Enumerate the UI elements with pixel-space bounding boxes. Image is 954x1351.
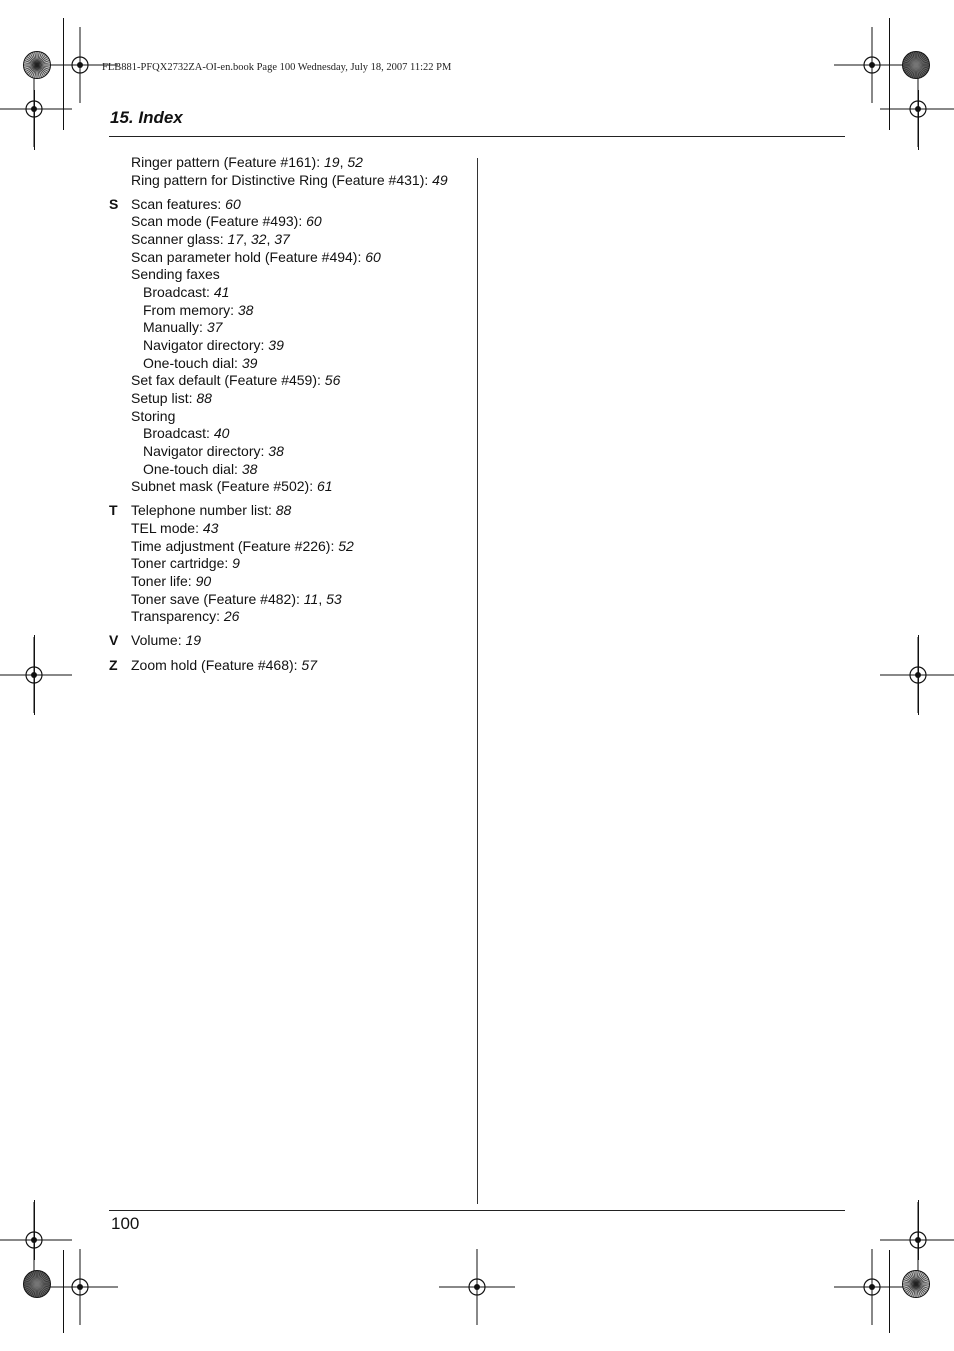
page-reference: 41 <box>213 284 230 301</box>
page-reference: 52 <box>338 537 354 554</box>
index-entry <box>131 266 220 283</box>
index-term: Storing <box>131 407 176 424</box>
index-entry <box>143 443 284 460</box>
index-term: From memory: <box>143 301 238 318</box>
page-reference: 39 <box>268 337 284 353</box>
index-term: Broadcast: <box>143 284 214 301</box>
page-reference: 9 <box>232 555 240 572</box>
index-term: Subnet mask (Feature #502): <box>131 478 317 495</box>
registration-crosshair-icon <box>437 1247 517 1327</box>
index-term: TEL mode: <box>131 520 203 536</box>
registration-crosshair-icon <box>878 635 954 715</box>
page-reference: 88 <box>275 502 292 519</box>
index-term: Ring pattern for Distinctive Ring (Feature #431): <box>131 171 433 188</box>
registration-crosshair-icon <box>878 69 954 149</box>
index-letter: Z <box>109 656 118 673</box>
index-term: Volume: <box>131 632 186 649</box>
page-reference: 53 <box>326 590 342 607</box>
header-rule <box>109 136 845 137</box>
index-term: Scan parameter hold (Feature #494): <box>131 248 366 265</box>
index-entry <box>131 249 381 266</box>
index-entry: Toner save (Feature #482): 11, 53 <box>131 590 342 607</box>
page-reference: 49 <box>432 171 448 188</box>
index-entry <box>131 390 212 407</box>
index-letter: S <box>109 195 119 212</box>
page-reference: 37 <box>206 319 223 336</box>
index-entry <box>131 502 291 519</box>
index-entry <box>131 372 340 389</box>
index-term: Navigator directory: <box>143 442 269 459</box>
page-reference: 90 <box>195 572 212 589</box>
index-term: Toner save (Feature #482): <box>131 590 304 607</box>
index-term: Toner cartridge: <box>131 555 233 572</box>
page-reference: 38 <box>268 442 284 459</box>
index-letter: V <box>109 632 119 649</box>
index-term: Transparency: <box>131 608 224 625</box>
page-reference: 88 <box>196 389 212 406</box>
footer-rule <box>109 1210 845 1211</box>
index-term: Toner life: <box>131 572 196 589</box>
registration-starburst-icon <box>901 50 931 80</box>
page-reference: 19 <box>324 154 340 170</box>
page-number: 100 <box>111 1214 140 1233</box>
page-reference: 56 <box>324 372 341 389</box>
page-reference: 60 <box>225 195 241 212</box>
index-entry <box>131 213 322 230</box>
index-entry <box>143 302 253 319</box>
index-entry <box>131 608 239 625</box>
registration-crosshair-icon <box>832 1247 912 1327</box>
page-reference: 11 <box>303 590 319 607</box>
page-reference: 37 <box>274 231 290 248</box>
index-term: Zoom hold (Feature #468): <box>131 656 302 673</box>
registration-crosshair-icon <box>0 635 74 715</box>
index-term: Scan features: <box>131 195 226 212</box>
index-entry <box>131 573 211 590</box>
index-entry <box>143 284 229 301</box>
column-divider <box>477 158 478 1204</box>
index-term: Manually: <box>143 319 207 336</box>
index-term: One-touch dial: <box>143 460 242 477</box>
page-reference: 52 <box>347 154 363 170</box>
page-reference: 43 <box>202 520 219 536</box>
index-entry <box>131 657 317 674</box>
section-title: 15. Index <box>110 108 183 127</box>
registration-crosshair-icon <box>0 69 74 149</box>
index-entry <box>143 425 229 442</box>
page-reference: 39 <box>241 354 258 371</box>
page-reference: 26 <box>223 608 240 625</box>
registration-crosshair-icon <box>40 1247 120 1327</box>
index-term: Sending faxes <box>131 266 220 283</box>
page-reference: 57 <box>301 656 317 673</box>
index-entry <box>131 172 448 189</box>
index-entry <box>131 478 333 495</box>
index-entry <box>131 555 240 572</box>
index-entry: Scanner glass: 17, 32, 37 <box>131 231 290 248</box>
page-reference: 38 <box>241 460 258 477</box>
index-term: Scan mode (Feature #493): <box>131 213 307 230</box>
index-term: Setup list: <box>131 389 197 406</box>
page-reference: 61 <box>317 478 333 495</box>
index-term: Time adjustment (Feature #226): <box>131 537 339 554</box>
page-reference: 32 <box>250 231 267 248</box>
page-reference: 38 <box>237 301 254 318</box>
registration-starburst-icon <box>22 1269 52 1299</box>
index-entry <box>143 319 222 336</box>
page-reference: 60 <box>306 213 322 230</box>
index-entry: Ringer pattern (Feature #161): 19, 52 <box>131 154 363 170</box>
index-term: Telephone number list: <box>131 502 276 519</box>
page-reference: 17 <box>227 231 244 248</box>
index-term: Navigator directory: <box>143 337 269 353</box>
page-reference: 19 <box>185 632 202 649</box>
registration-starburst-icon <box>901 1269 931 1299</box>
index-term: One-touch dial: <box>143 354 242 371</box>
index-entry <box>131 520 218 537</box>
index-term: Ringer pattern (Feature #161): <box>131 154 324 170</box>
index-term: Broadcast: <box>143 425 214 442</box>
printer-info-line: FLB881-PFQX2732ZA-OI-en.book Page 100 Wednesday, July 18, 2007 11:22 PM <box>102 62 452 73</box>
index-entry <box>131 632 201 649</box>
index-entry <box>131 538 354 555</box>
index-entry <box>143 337 284 354</box>
index-entry <box>131 196 241 213</box>
index-letter: T <box>109 502 118 519</box>
index-entry <box>143 461 257 478</box>
page-reference: 60 <box>365 248 381 265</box>
registration-starburst-icon <box>22 50 52 80</box>
page-reference: 40 <box>213 425 230 442</box>
index-entry <box>131 408 175 425</box>
index-entry <box>143 355 257 372</box>
index-term: Set fax default (Feature #459): <box>131 372 325 389</box>
index-term: Scanner glass: <box>131 231 228 248</box>
